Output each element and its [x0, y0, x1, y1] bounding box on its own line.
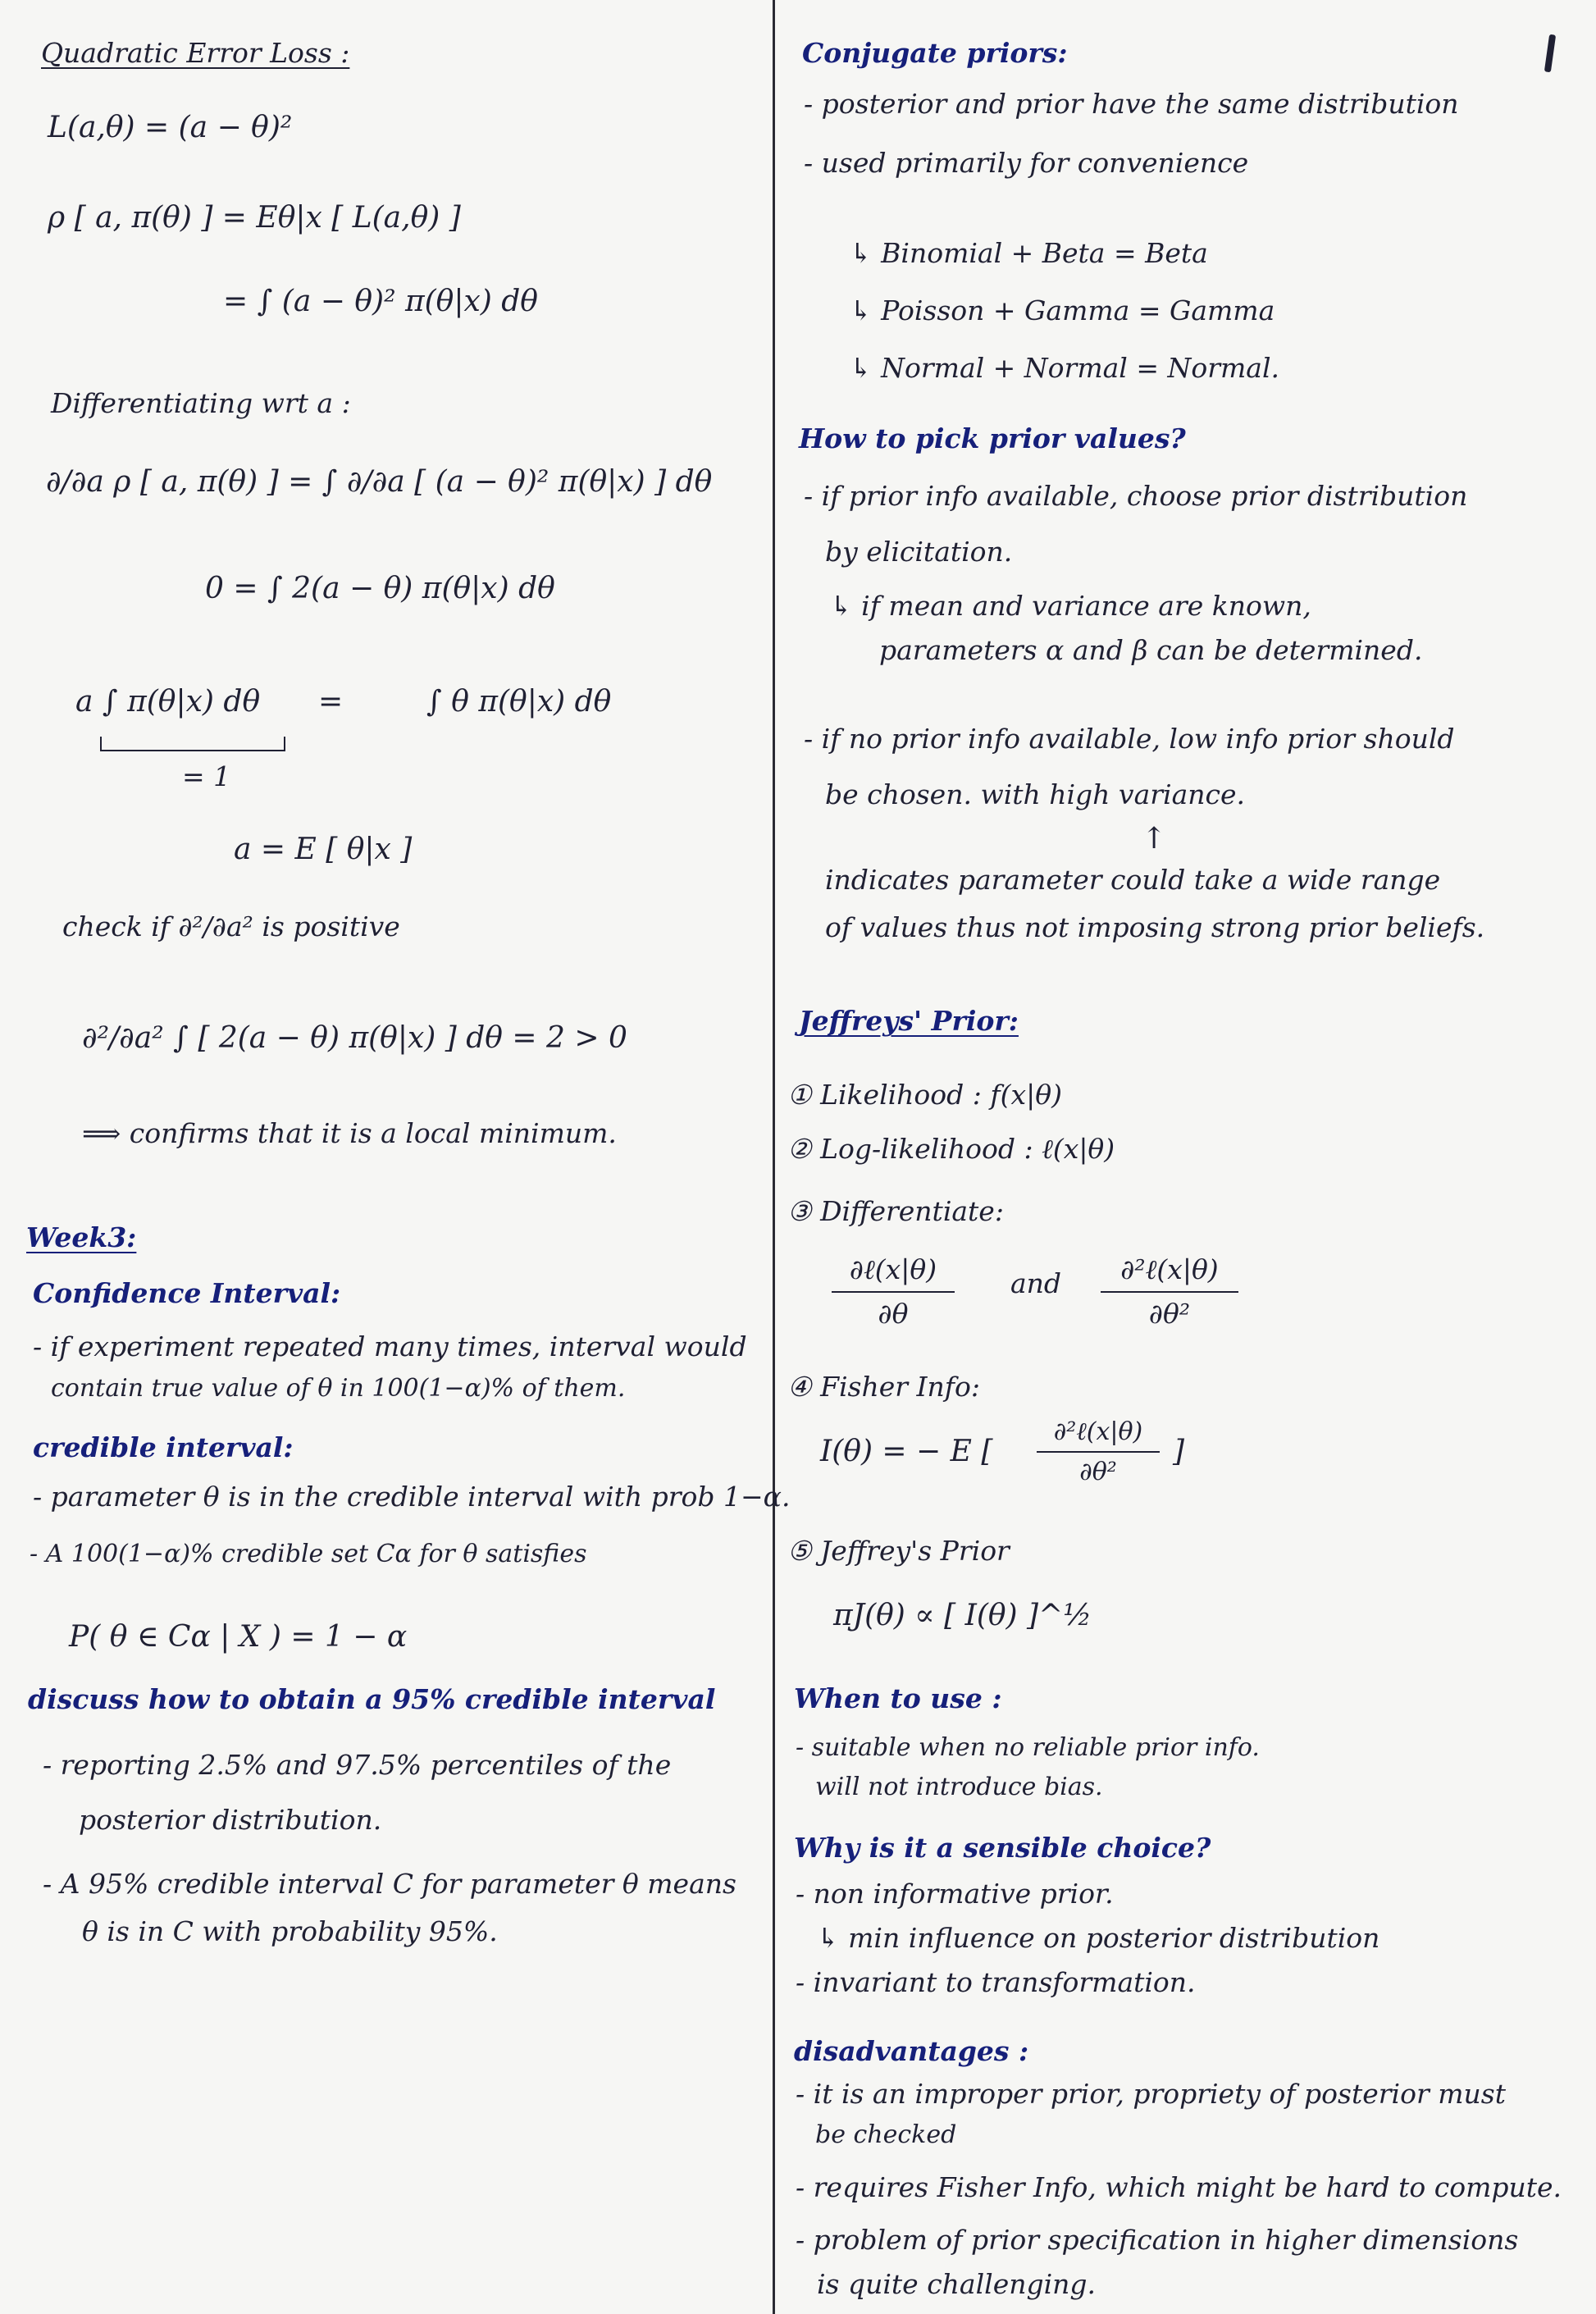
disadvantage-line-3: - requires Fisher Info, which might be hard to compute. [796, 2171, 1562, 2203]
diff-line-3-right: ∫ θ π(θ|x) dθ [426, 685, 612, 719]
fraction-bar [1037, 1451, 1160, 1453]
jeffreys-step-1: ① Likelihood : f(x|θ) [787, 1079, 1062, 1111]
diff-line-4: a = E [ θ|x ] [234, 833, 413, 866]
conj-line-1: - posterior and prior have the same distribution [804, 88, 1459, 120]
heading-conjugate-priors: Conjugate priors: [802, 37, 1068, 69]
why-line-1: - non informative prior. [796, 1878, 1114, 1910]
fisher-rhs: ] [1173, 1435, 1185, 1468]
pick-line-8: of values thus not imposing strong prior beliefs. [825, 911, 1485, 943]
pick-line-2: by elicitation. [825, 536, 1013, 568]
second-derivative-fraction [1101, 1253, 1238, 1330]
jeffreys-step-3: ③ Differentiate: [787, 1195, 1004, 1227]
fisher-denominator: ∂θ² [1079, 1458, 1117, 1486]
second-derivative: ∂²/∂a² ∫ [ 2(a − θ) π(θ|x) ] dθ = 2 > 0 [82, 1021, 627, 1055]
disadvantage-line-5: is quite challenging. [817, 2268, 1097, 2300]
disadvantage-line-2: be checked [815, 2120, 957, 2149]
cred-line-2: - A 100(1−α)% credible set Cα for θ satisfies [30, 1540, 587, 1568]
heading-week3: Week3: [26, 1221, 137, 1253]
conj-binomial-beta: ↳ Binomial + Beta = Beta [850, 237, 1208, 269]
conj-normal-normal: ↳ Normal + Normal = Normal. [850, 352, 1280, 384]
diff-line-1: ∂/∂a ρ [ a, π(θ) ] = ∫ ∂/∂a [ (a − θ)² π(θ|x) ] dθ [46, 465, 713, 499]
and-word: and [1010, 1267, 1062, 1299]
heading-differentiating: Differentiating wrt a : [51, 387, 351, 419]
discuss-line-2: posterior distribution. [79, 1804, 382, 1836]
conj-line-2: - used primarily for convenience [804, 147, 1249, 179]
heading-confidence-interval: Confidence Interval: [33, 1277, 341, 1309]
why-line-3: - invariant to transformation. [796, 1966, 1196, 1998]
risk-line-2: = ∫ (a − θ)² π(θ|x) dθ [223, 285, 538, 318]
check-positive: check if ∂²/∂a² is positive [62, 911, 400, 942]
heading-quadratic-error-loss: Quadratic Error Loss : [41, 37, 350, 69]
underbrace [100, 737, 285, 751]
fraction-bar [832, 1291, 955, 1293]
pick-line-1: - if prior info available, choose prior distribution [804, 480, 1468, 512]
jeffreys-step-2: ② Log-likelihood : ℓ(x|θ) [787, 1133, 1115, 1165]
pick-line-7: indicates parameter could take a wide range [825, 864, 1441, 896]
pen-mark [1544, 34, 1556, 73]
risk-line-1: ρ [ a, π(θ) ] = Eθ|x [ L(a,θ) ] [48, 201, 461, 235]
equals-one: = 1 [182, 760, 231, 792]
when-line-1: - suitable when no reliable prior info. [796, 1733, 1260, 1762]
up-arrow-icon: ↑ [1142, 822, 1167, 856]
when-line-2: will not introduce bias. [815, 1773, 1103, 1801]
column-divider [773, 0, 775, 2314]
disadvantage-line-1: - it is an improper prior, propriety of posterior must [796, 2078, 1506, 2110]
first-derivative-fraction [832, 1253, 955, 1330]
second-derivative-denominator: ∂θ² [1148, 1298, 1191, 1330]
why-line-2: ↳ min influence on posterior distribution [817, 1922, 1380, 1954]
first-derivative-numerator: ∂ℓ(x|θ) [849, 1253, 937, 1285]
fisher-numerator: ∂²ℓ(x|θ) [1053, 1417, 1143, 1446]
cred-equation: P( θ ∈ Cα | X ) = 1 − α [69, 1620, 408, 1654]
disadvantage-line-4: - problem of prior specification in higher dimensions [796, 2224, 1519, 2256]
heading-jeffreys-prior: Jeffreys' Prior: [799, 1005, 1019, 1037]
jeffreys-prior-equation: πJ(θ) ∝ [ I(θ) ]^½ [833, 1599, 1092, 1632]
pick-line-5: - if no prior info available, low info prior should [804, 723, 1455, 755]
cred-line-1: - parameter θ is in the credible interval with prob 1−α. [33, 1481, 791, 1513]
loss-definition: L(a,θ) = (a − θ)² [48, 111, 293, 144]
heading-when-to-use: When to use : [794, 1682, 1002, 1714]
pick-line-6: be chosen. with high variance. [825, 778, 1245, 810]
discuss-line-4: θ is in C with probability 95%. [82, 1915, 498, 1947]
heading-credible-interval: credible interval: [33, 1431, 294, 1463]
ci-line-1: - if experiment repeated many times, interval would [33, 1330, 747, 1362]
fisher-lhs: I(θ) = − E [ [820, 1435, 993, 1468]
fraction-bar [1101, 1291, 1238, 1293]
first-derivative-denominator: ∂θ [878, 1298, 909, 1330]
diff-line-3-eq: = [318, 685, 344, 719]
discuss-line-3: - A 95% credible interval C for parameter θ means [43, 1868, 736, 1900]
jeffreys-step-4: ④ Fisher Info: [787, 1371, 980, 1403]
ci-line-2: contain true value of θ in 100(1−α)% of them. [51, 1374, 626, 1403]
pick-line-4: parameters α and β can be determined. [879, 634, 1423, 666]
pick-line-3: ↳ if mean and variance are known, [830, 590, 1311, 622]
heading-disadvantages: disadvantages : [794, 2035, 1029, 2067]
diff-line-3-left: a ∫ π(θ|x) dθ [75, 685, 261, 719]
confirms-minimum: ⟹ confirms that it is a local minimum. [82, 1117, 617, 1149]
discuss-line-1: - reporting 2.5% and 97.5% percentiles of the [43, 1749, 672, 1781]
heading-pick-prior-values: How to pick prior values? [799, 422, 1186, 454]
conj-poisson-gamma: ↳ Poisson + Gamma = Gamma [850, 294, 1275, 326]
jeffreys-step-5: ⑤ Jeffrey's Prior [787, 1535, 1010, 1567]
fisher-fraction [1037, 1417, 1160, 1486]
second-derivative-numerator: ∂²ℓ(x|θ) [1120, 1253, 1219, 1285]
diff-line-2: 0 = ∫ 2(a − θ) π(θ|x) dθ [205, 572, 555, 605]
heading-discuss-95: discuss how to obtain a 95% credible interval [28, 1683, 716, 1715]
heading-why-sensible: Why is it a sensible choice? [794, 1832, 1211, 1864]
